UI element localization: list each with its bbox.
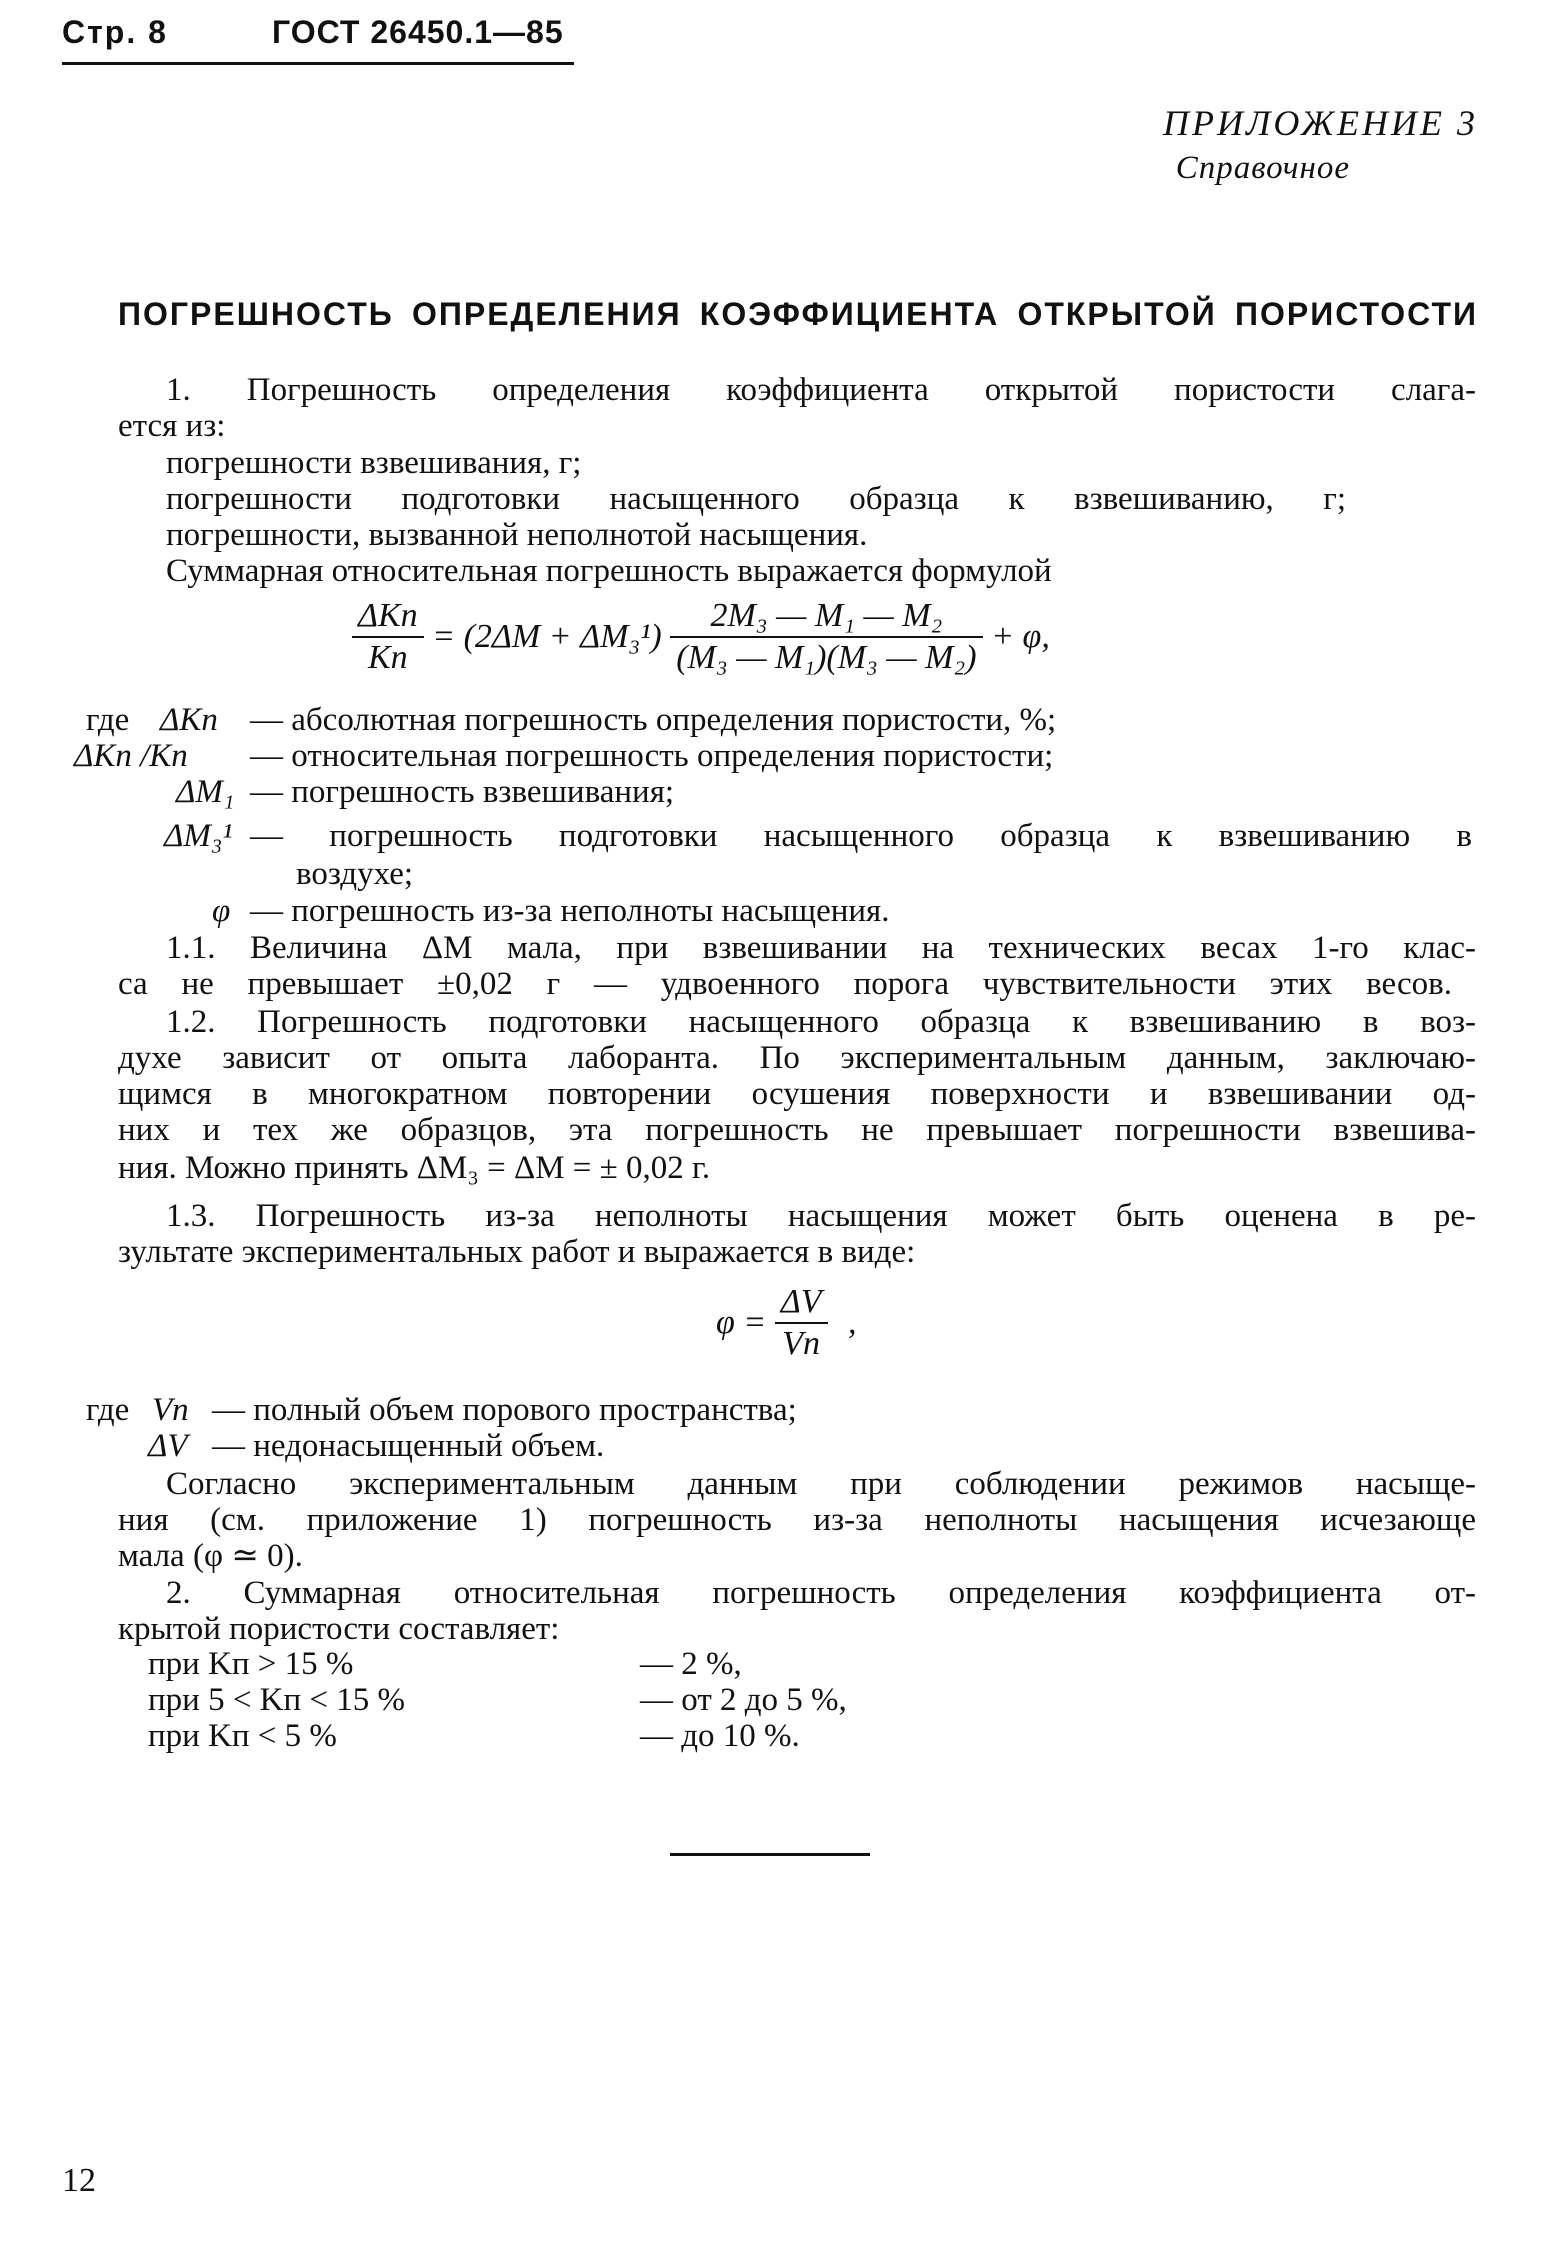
formula-phi-lhs: φ = bbox=[716, 1304, 767, 1341]
formula-tail: + φ, bbox=[991, 618, 1050, 655]
pexp-line1: Согласно экспериментальным данным при соблюдении режимов насыще- bbox=[166, 1466, 1476, 1502]
formula-lhs-denominator: Kп bbox=[367, 639, 408, 676]
p2-line1: 2. Суммарная относительная погрешность определения коэффициента от- bbox=[166, 1575, 1476, 1611]
formula-denominator: (M₃ — M₁)(M₃ — M₂) bbox=[676, 639, 977, 676]
def3-symbol: ΔM₁ bbox=[176, 774, 235, 810]
p13-line1: 1.3. Погрешность из-за неполноты насыщения может быть оценена в ре- bbox=[166, 1198, 1476, 1234]
appendix-title: ПРИЛОЖЕНИЕ 3 bbox=[1163, 103, 1478, 143]
p13-line2: зультате экспериментальных работ и выражается в виде: bbox=[118, 1234, 916, 1270]
def4-symbol: ΔM₃¹ bbox=[164, 818, 233, 854]
page-label: Стр. 8 bbox=[62, 14, 168, 50]
def1-text: — абсолютная погрешность определения пористости, %; bbox=[250, 702, 1057, 738]
def5-text: — погрешность из-за неполноты насыщения. bbox=[250, 893, 890, 929]
def3-text: — погрешность взвешивания; bbox=[250, 774, 675, 810]
page-number: 12 bbox=[62, 2162, 96, 2199]
p12-line1: 1.2. Погрешность подготовки насыщенного образца к взвешиванию в воз- bbox=[166, 1004, 1476, 1040]
p11-line1: 1.1. Величина ΔM мала, при взвешивании на технических весах 1-го клас- bbox=[166, 930, 1476, 966]
def2-text: — относительная погрешность определения пористости; bbox=[250, 738, 1054, 774]
table-row-1-cond: при Kп > 15 % bbox=[148, 1646, 354, 1682]
p11-line2: са не превышает ±0,02 г — удвоенного порога чувствительности этих весов. bbox=[118, 966, 1452, 1002]
p2-line2: крытой пористости составляет: bbox=[118, 1611, 560, 1647]
p12-line5: ния. Можно принять ΔM₃ = ΔM = ± 0,02 г. bbox=[118, 1150, 711, 1186]
p1-line1: 1. Погрешность определения коэффициента открытой пористости слага- bbox=[166, 372, 1476, 408]
p12-line3: щимся в многократном повторении осушения поверхности и взвешивании од- bbox=[118, 1076, 1476, 1112]
table-row-3-value: — до 10 %. bbox=[640, 1718, 800, 1754]
closing-rule bbox=[670, 1853, 870, 1856]
pexp-line2: ния (см. приложение 1) погрешность из-за неполноты насыщения исчезающе bbox=[118, 1502, 1476, 1538]
def1-symbol: ΔKп bbox=[160, 702, 218, 738]
list-item-1: погрешности взвешивания, г; bbox=[166, 445, 582, 481]
p12-line2: духе зависит от опыта лаборанта. По экспериментальным данным, заключаю- bbox=[118, 1040, 1476, 1076]
def1-gde: где bbox=[86, 702, 130, 738]
def7-symbol: ΔV bbox=[148, 1428, 188, 1464]
table-row-2-value: — от 2 до 5 %, bbox=[640, 1682, 847, 1718]
def6-gde: где bbox=[86, 1392, 130, 1428]
page-title: ПОГРЕШНОСТЬ ОПРЕДЕЛЕНИЯ КОЭФФИЦИЕНТА ОТКРЫТОЙ ПОРИСТОСТИ bbox=[118, 296, 1478, 332]
table-row-1-value: — 2 %, bbox=[640, 1646, 742, 1682]
list-item-3: погрешности, вызванной неполнотой насыщения. bbox=[166, 517, 868, 553]
table-row-2-cond: при 5 < Kп < 15 % bbox=[148, 1682, 406, 1718]
def4-text: — погрешность подготовки насыщенного образца к взвешиванию в bbox=[250, 818, 1472, 854]
def6-symbol: Vп bbox=[152, 1392, 189, 1428]
formula-main bbox=[352, 596, 1050, 678]
p12-line4: них и тех же образцов, эта погрешность не превышает погрешности взвешива- bbox=[118, 1112, 1476, 1148]
standard-number: ГОСТ 26450.1—85 bbox=[272, 14, 564, 50]
appendix-subtitle: Справочное bbox=[1175, 150, 1350, 186]
table-row-3-cond: при Kп < 5 % bbox=[148, 1718, 337, 1754]
sum-intro: Суммарная относительная погрешность выражается формулой bbox=[166, 553, 1052, 589]
def6-text: — полный объем порового пространства; bbox=[212, 1392, 797, 1428]
list-item-2: погрешности подготовки насыщенного образца к взвешиванию, г; bbox=[166, 481, 1346, 517]
header-rule bbox=[62, 62, 574, 65]
formula-numerator: 2M₃ — M₁ — M₂ bbox=[670, 596, 982, 638]
pexp-line3: мала (φ ≃ 0). bbox=[118, 1538, 303, 1574]
formula-phi bbox=[716, 1282, 857, 1364]
def2-symbol: ΔKп /Kп bbox=[74, 738, 188, 774]
def5-symbol: φ bbox=[212, 893, 231, 929]
formula-lhs-numerator: ΔKп bbox=[352, 596, 424, 638]
def4-cont: воздухе; bbox=[296, 856, 414, 892]
p1-line2: ется из: bbox=[118, 408, 226, 444]
formula-phi-numerator: ΔV bbox=[775, 1282, 828, 1324]
def7-text: — недонасыщенный объем. bbox=[212, 1428, 605, 1464]
formula-phi-tail: , bbox=[848, 1304, 857, 1341]
formula-phi-denominator: Vп bbox=[782, 1325, 821, 1362]
formula-middle: = (2ΔM + ΔM₃¹) bbox=[432, 618, 662, 655]
